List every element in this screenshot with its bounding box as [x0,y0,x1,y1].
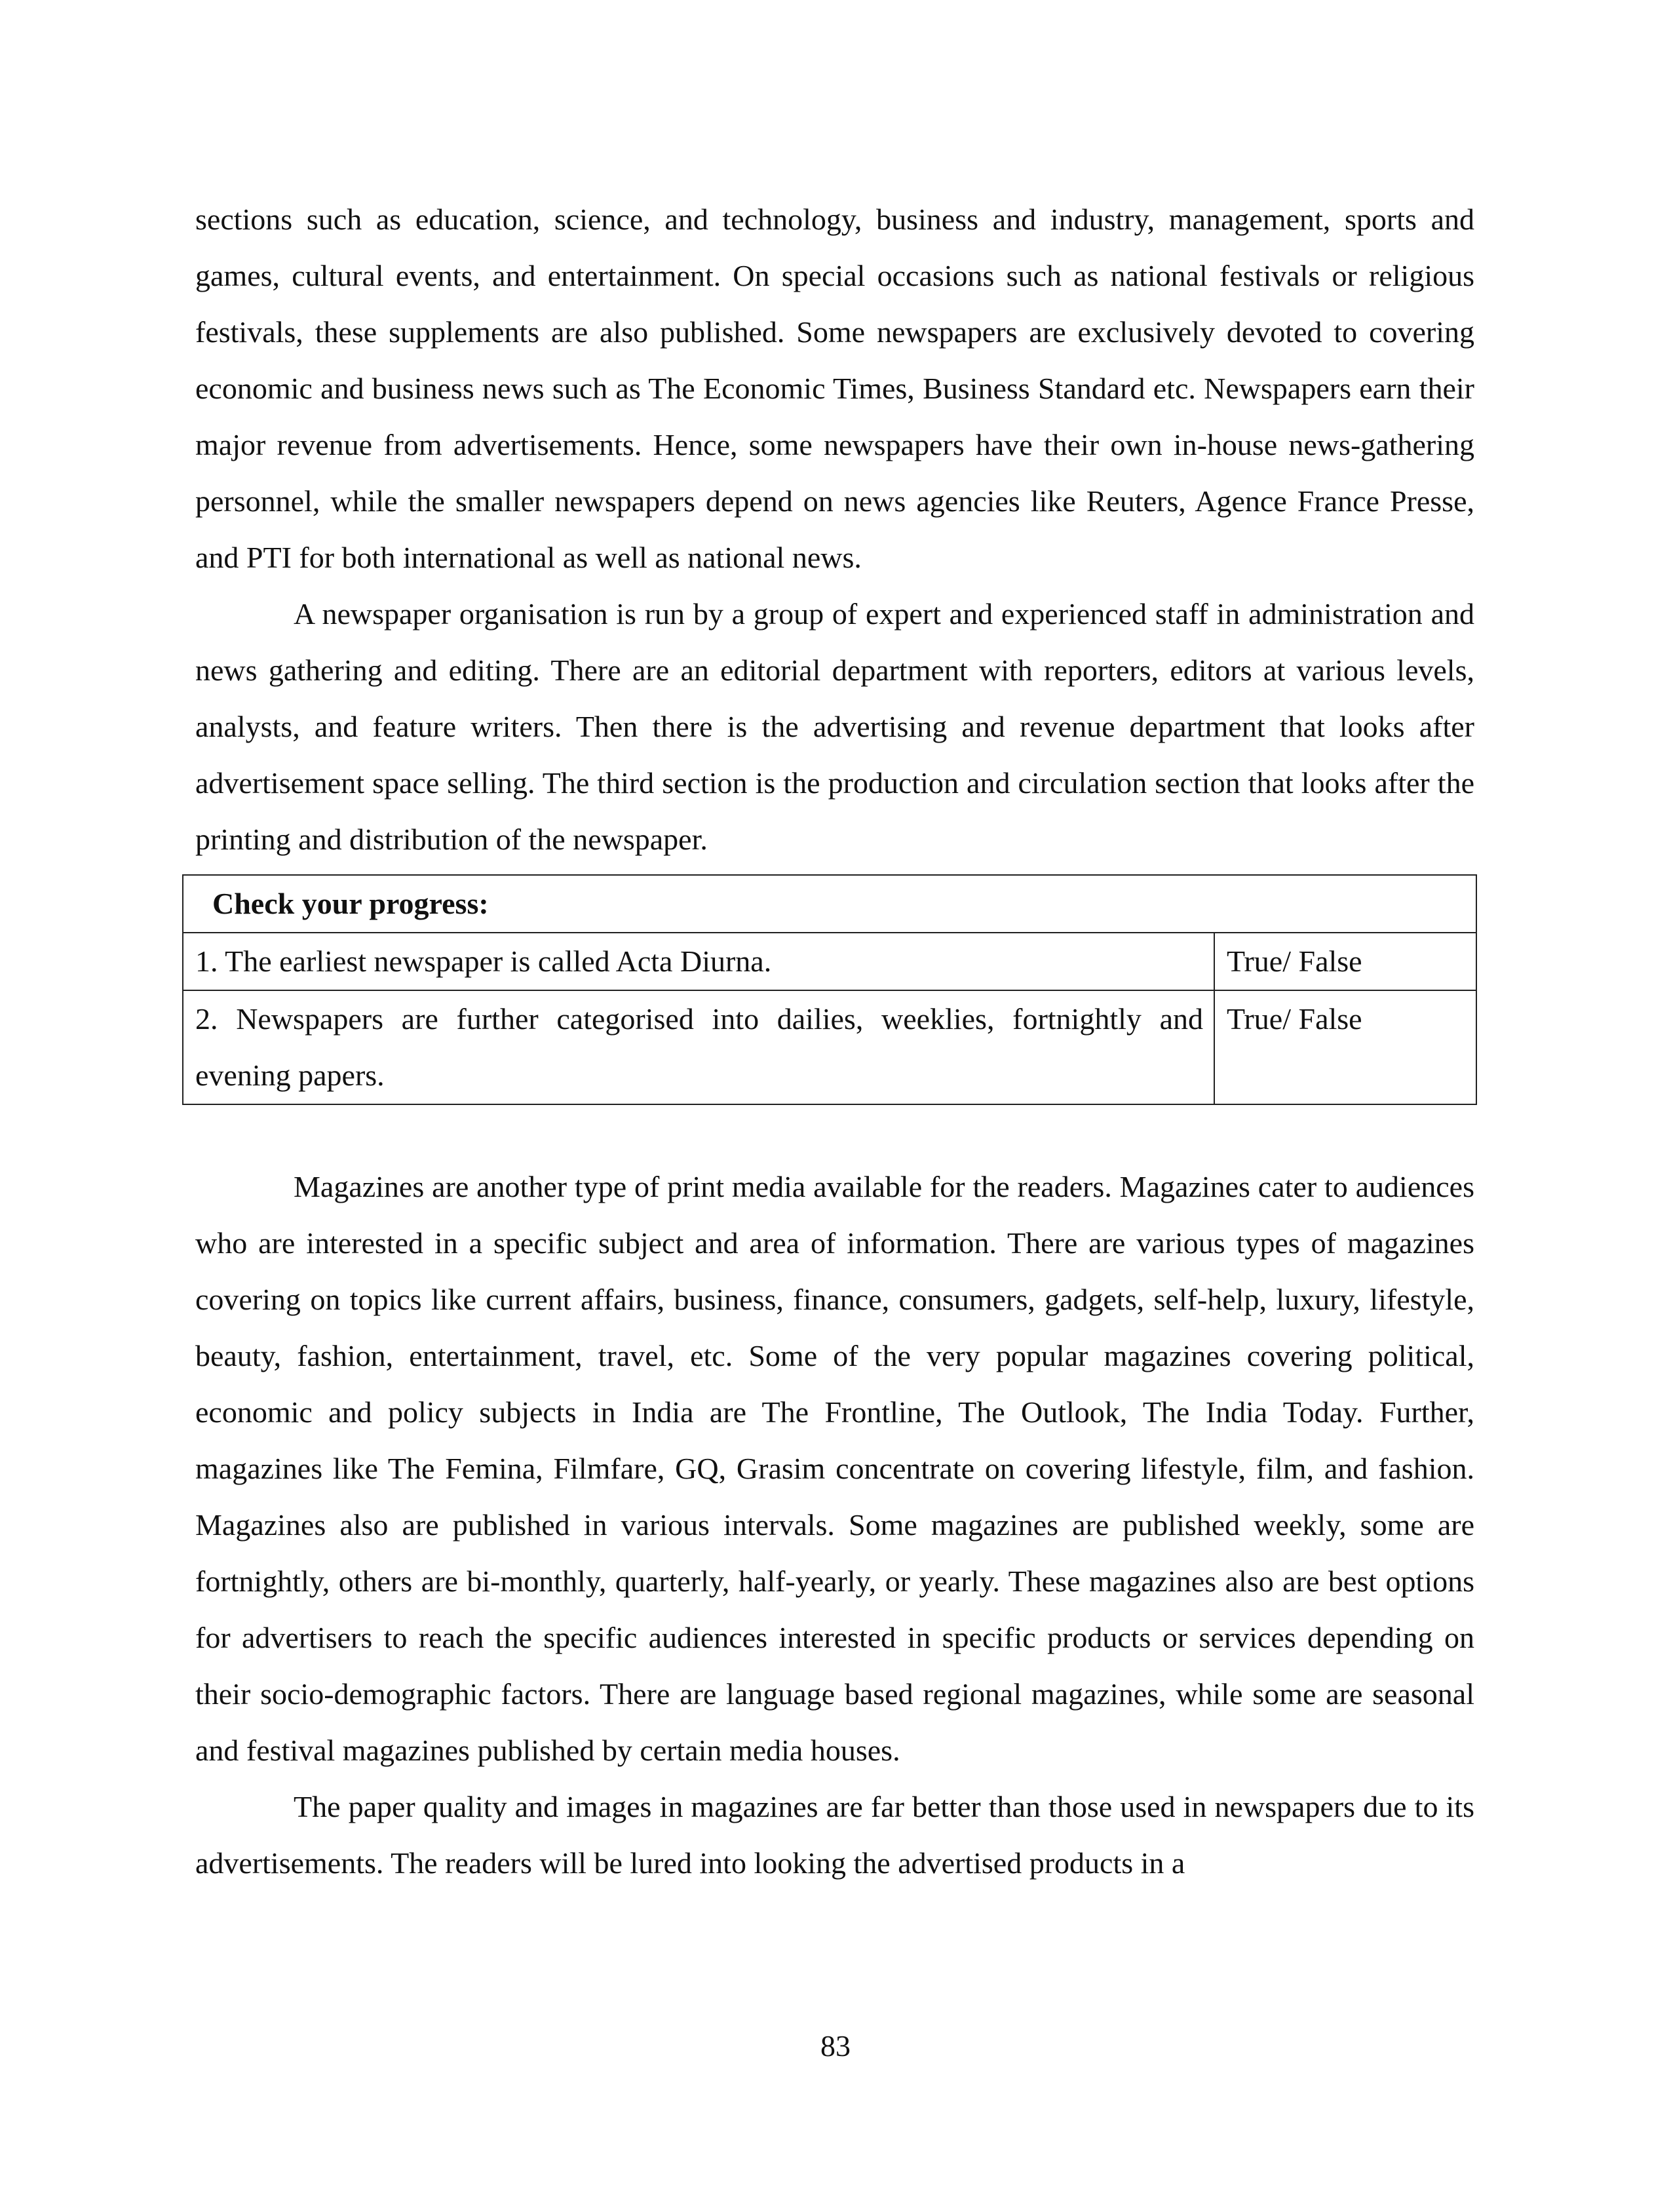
progress-heading: Check your progress: [183,875,1476,933]
page-number: 83 [820,2029,851,2063]
question-1-text: 1. The earliest newspaper is called Acta Diurna. [183,933,1214,990]
question-1-answer: True/ False [1214,933,1476,990]
paragraph-magazine-quality: The paper quality and images in magazines are far better than those used in newspapers due to its advertisements. The readers will be lured into looking the advertised products in a [195,1790,1474,1880]
question-2-answer: True/ False [1214,990,1476,1104]
progress-heading-row [183,875,1476,933]
question-2-text: 2. Newspapers are further categorised into dailies, weeklies, fortnightly and evening papers. [183,990,1214,1104]
table-row [183,990,1476,1104]
paragraph-magazines: Magazines are another type of print media available for the readers. Magazines cater to audiences who are interested in a specific subject and area of information. There are various types of magazines covering on topics like current affairs, business, finance, consumers, gadgets, self-help, luxury, lifestyle, beauty, fashion, entertainment, travel, etc. Some of the very popular magazines covering political, economic and policy subjects in India are The Frontline, The Outlook, The India Today. Further, magazines like The Femina, Filmfare, GQ, Grasim concentrate on covering lifestyle, film, and fashion. Magazines also are published in various intervals. Some magazines are published weekly, some are fortnightly, others are bi-monthly, quarterly, half-yearly, or yearly. These magazines also are best options for advertisers to reach the specific audiences interested in specific products or services depending on their socio-demographic factors. There are language based regional magazines, while some are seasonal and festival magazines published by certain media houses. [195,1170,1474,1767]
check-your-progress-table [182,874,1477,1105]
paragraph-newspaper-organisation: A newspaper organisation is run by a group of expert and experienced staff in administration and news gathering and editing. There are an editorial department with reporters, editors at various levels, analysts, and feature writers. Then there is the advertising and revenue department that looks after advertisement space selling. The third section is the production and circulation section that looks after the printing and distribution of the newspaper. [195,597,1474,856]
paragraph-newspaper-sections: sections such as education, science, and technology, business and industry, management, sports and games, cultural events, and entertainment. On special occasions such as national festivals or religious festivals, these supplements are also published. Some newspapers are exclusively devoted to covering economic and business news such as The Economic Times, Business Standard etc. Newspapers earn their major revenue from advertisements. Hence, some newspapers have their own in-house news-gathering personnel, while the smaller newspapers depend on news agencies like Reuters, Agence France Presse, and PTI for both international as well as national news. [195,203,1474,574]
table-row [183,933,1476,990]
page-body [195,191,1474,1892]
